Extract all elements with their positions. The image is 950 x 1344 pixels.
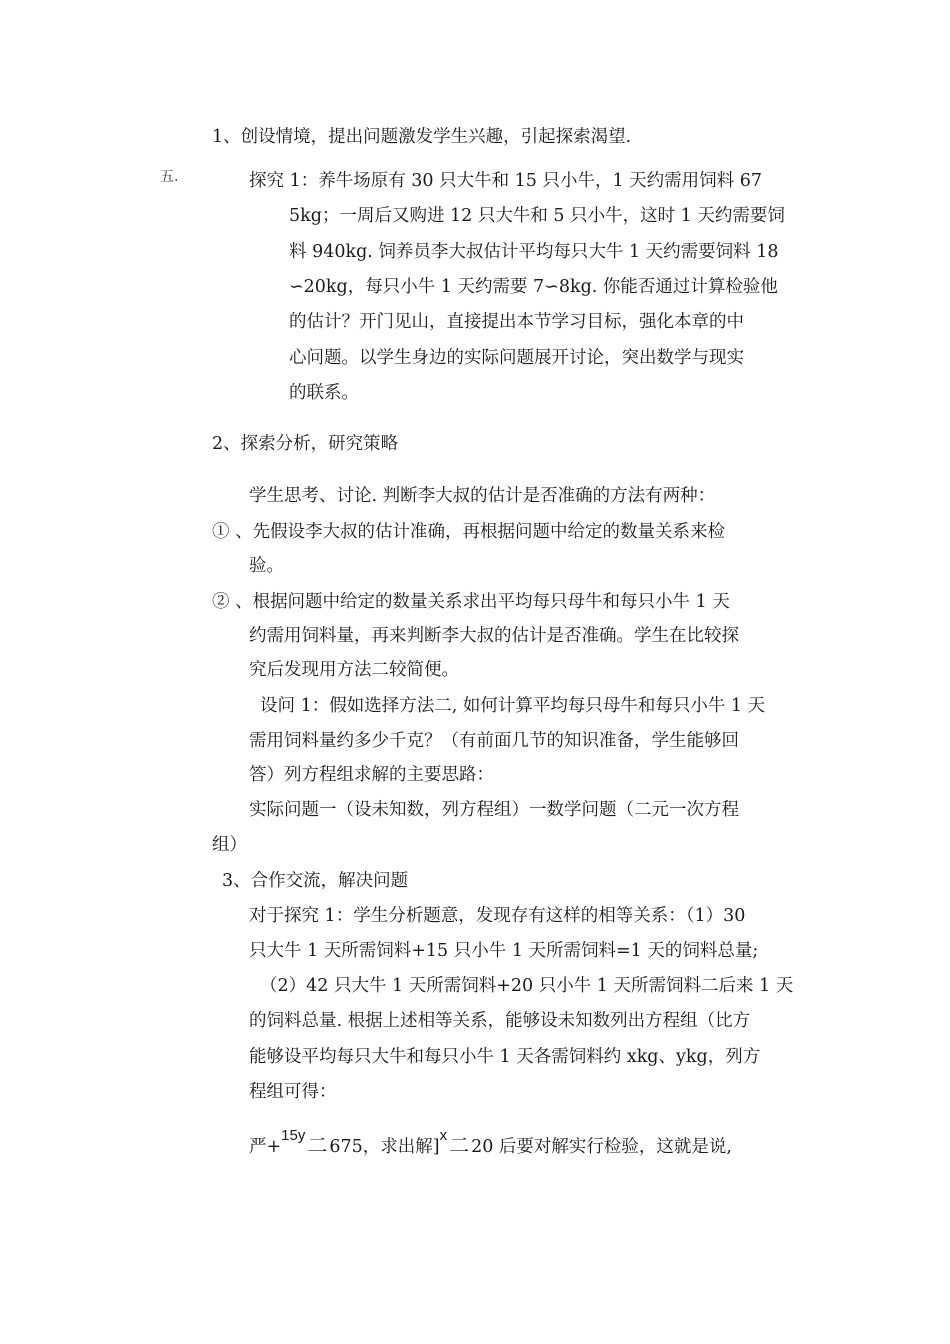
formula-equals: 二 (307, 1133, 328, 1157)
method-one-line: ① 、先假设李大叔的估计准确，再根据问题中给定的数量关系来检 (212, 522, 726, 542)
discussion-line: 学生思考、讨论. 判断李大叔的估计是否准确的方法有两种： (249, 486, 716, 506)
margin-mark: 五. (160, 169, 179, 185)
question-line: 设问 1：假如选择方法二, 如何计算平均每只母牛和每只小牛 1 天 (260, 696, 766, 716)
formula-equals: 二 (449, 1133, 470, 1157)
method-two-line: 约需用饲料量，再来判断李大叔的估计是否准确。学生在比较探 (249, 626, 739, 646)
analysis-line: 只大牛 1 天所需饲料+15 只小牛 1 天所需饲料=1 天的饲料总量; (249, 941, 759, 961)
explore-paragraph-line: 的联系。 (289, 383, 359, 403)
explore-paragraph-line: 心问题。以学生身边的实际问题展开讨论，突出数学与现实 (289, 348, 744, 368)
question-line: 需用饲料量约多少千克？（有前面几节的知识准备，学生能够回 (249, 731, 739, 751)
approach-line: 实际问题一（设未知数，列方程组）一数学问题（二元一次方程 (249, 800, 739, 820)
approach-line: 组） (212, 835, 247, 855)
explore-paragraph-line: ∽20kg，每只小牛 1 天约需要 7∽8kg. 你能否通过计算检验他 (289, 277, 778, 297)
formula-superscript: 15y (281, 1127, 306, 1144)
section-heading-2: 2、探索分析，研究策略 (212, 434, 399, 454)
analysis-line: 能够设平均每只大牛和每只小牛 1 天各需饲料约 xkg、ykg，列方 (249, 1047, 761, 1067)
method-two-line: ② 、根据问题中给定的数量关系求出平均每只母牛和每只小牛 1 天 (212, 592, 730, 612)
formula-superscript: x (439, 1127, 448, 1144)
explore-paragraph-line: 5kg；一周后又购进 12 只大牛和 5 只小牛，这时 1 天约需要饲 (289, 206, 785, 226)
analysis-line: （2）42 只大牛 1 天所需饲料+20 只小牛 1 天所需饲料二后来 1 天 (260, 976, 794, 996)
section-heading-1: 1、创设情境，提出问题激发学生兴趣，引起探索渴望. (212, 127, 632, 147)
formula-text: 严+ (249, 1137, 282, 1157)
analysis-line: 对于探究 1：学生分析题意，发现存有这样的相等关系：（1）30 (249, 906, 746, 926)
analysis-line: 的饲料总量. 根据上述相等关系，能够设未知数列出方程组（比方 (249, 1011, 751, 1031)
explore-paragraph-line: 的估计？开门见山，直接提出本节学习目标，强化本章的中 (289, 312, 744, 332)
formula-text: 20 后要对解实行检验，这就是说, (471, 1137, 732, 1157)
equation-line (249, 1120, 732, 1173)
method-one-line: 验。 (249, 556, 284, 576)
formula-text: 675，求出解] (329, 1137, 440, 1157)
explore-paragraph-line: 探究 1：养牛场原有 30 只大牛和 15 只小牛，1 天约需用饲料 67 (249, 171, 763, 191)
method-two-line: 究后发现用方法二较简便。 (249, 660, 459, 680)
explore-paragraph-line: 料 940kg. 饲养员李大叔估计平均每只大牛 1 天约需要饲料 18 (289, 242, 779, 262)
section-heading-3: 3、合作交流，解决问题 (222, 871, 409, 891)
question-line: 答）列方程组求解的主要思路： (249, 765, 494, 785)
analysis-line: 程组可得： (249, 1082, 337, 1102)
